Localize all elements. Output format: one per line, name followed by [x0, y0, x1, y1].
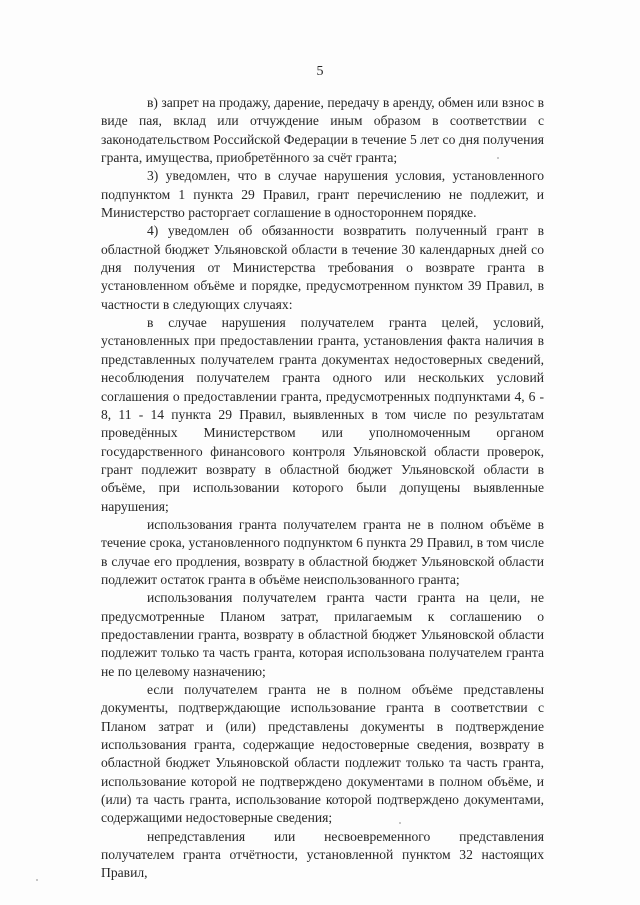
paragraph-asset-sale-ban: в) запрет на продажу, дарение, передачу в аренду, обмен или взнос в виде пая, вклад или отчуждение иным образом в соответствии с законодательством Российской Федерации в течение 5 лет со дня получения гранта, имущества, приобретённого за счёт гранта;	[101, 95, 544, 166]
paragraph-violation-case: в случае нарушения получателем гранта целей, условий, установленных при предоставлении гранта, установления факта наличия в представленных получателем гранта документах недостоверных сведений, несоблюдения получателем гранта одного или нескольких условий соглашения о предоставлении гранта, предусмотренных подпунктами 4, 6 - 8, 11 - 14 пункта 29 Правил, выявленных в том числе по результатам проведённых Министерством или уполномоченным органом государственного финансового контроля Ульяновской области проверок, грант подлежит возврату в областной бюджет Ульяновской области в объёме, при использовании которого были допущены выявленные нарушения;	[101, 315, 544, 514]
paragraph-grant-not-transferred: 3) уведомлен, что в случае нарушения условия, установленного подпунктом 1 пункта 29 Правил, грант перечислению не подлежит, и Министерство расторгает соглашение в одностороннем порядке.	[101, 168, 544, 221]
paragraph-reporting-case: непредставления или несвоевременного представления получателем гранта отчётности, установленной пунктом 32 настоящих Правил,	[101, 828, 544, 881]
paragraph-return-obligation: 4) уведомлен об обязанности возвратить полученный грант в областной бюджет Ульяновской области в течение 30 календарных дней со дня получения от Министерства требования о возврате гранта в установленном объёме и порядке, предусмотренном пунктом 39 Правил, в частности в следующих случаях:	[101, 223, 544, 312]
scan-speck	[399, 822, 401, 824]
paragraph-non-target-use-case: использования получателем гранта части гранта на цели, не предусмотренные Планом затрат, прилагаемым к соглашению о предоставлении гранта, возврату в областной бюджет Ульяновской области подлежит только та часть гранта, которая использована получателем гранта не по целевому назначению;	[101, 590, 544, 679]
paragraph-unconfirmed-documents-case: если получателем гранта не в полном объёме представлены документы, подтверждающие использование гранта в соответствии с Планом затрат и (или) представлены документы в подтверждение использования гранта, содержащие недостоверные сведения, возврату в областной бюджет Ульяновской области подлежит только та часть гранта, использование которой не подтверждено документами в полном объёме, и (или) та часть гранта, использование которой подтверждено документами, содержащими недостоверные сведения;	[101, 682, 544, 826]
document-body	[101, 94, 544, 883]
page-number: 5	[316, 64, 324, 79]
scan-speck	[36, 879, 38, 881]
paragraph-incomplete-use-case: использования гранта получателем гранта не в полном объёме в течение срока, установленного подпунктом 6 пункта 29 Правил, в том числе в случае его продления, возврату в областной бюджет Ульяновской области подлежит остаток гранта в объёме неиспользованного гранта;	[101, 516, 544, 587]
scan-speck	[497, 157, 499, 159]
